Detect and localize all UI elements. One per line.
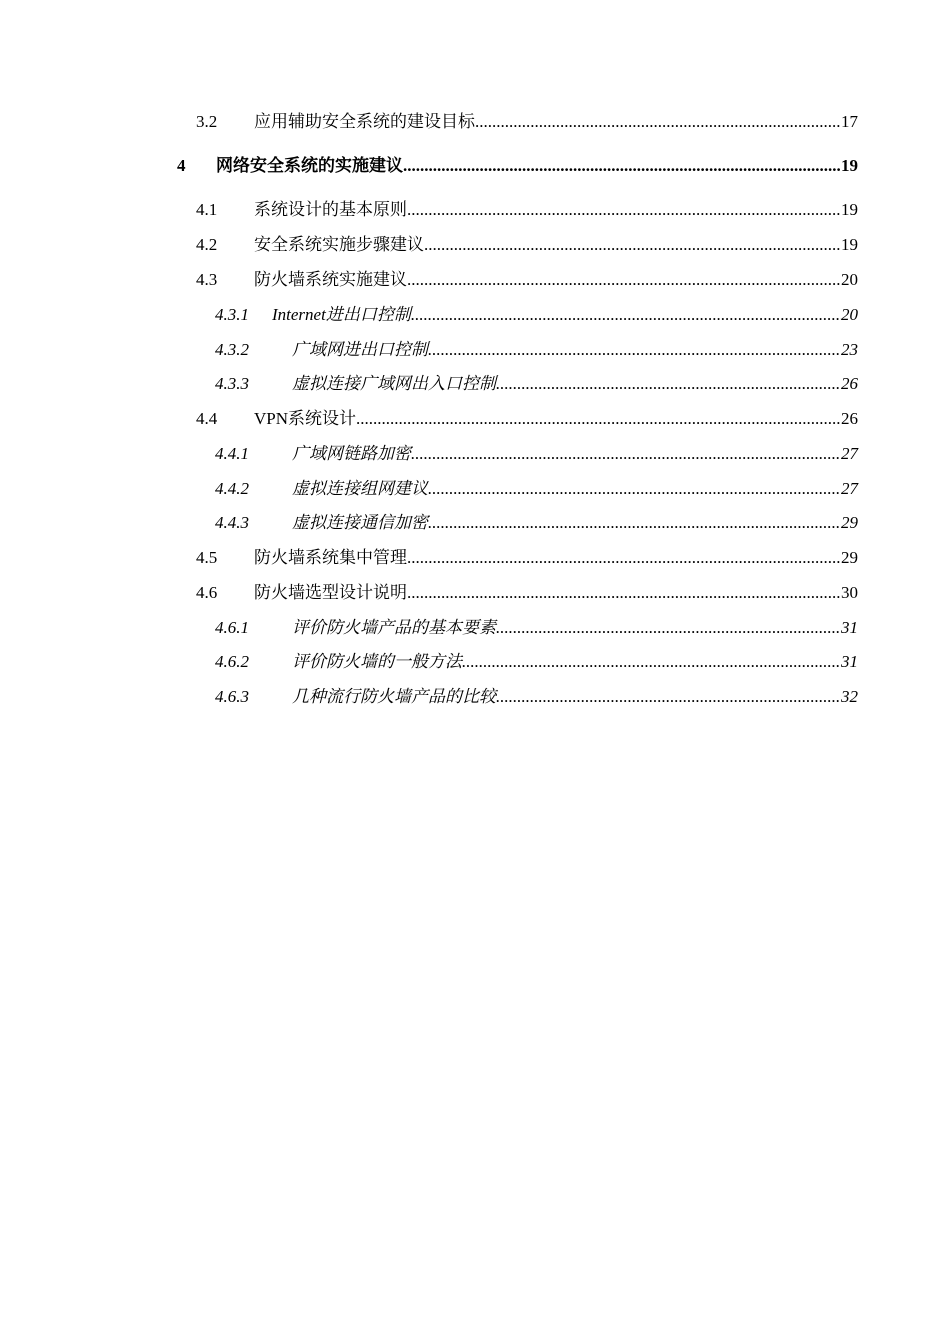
toc-entry-page: 30 bbox=[841, 583, 858, 602]
toc-entry-page: 19 bbox=[841, 156, 858, 175]
toc-entry-4-6-1[interactable] bbox=[215, 616, 858, 640]
toc-entry-page: 20 bbox=[841, 270, 858, 289]
toc-entry-number: 4.4.1 bbox=[215, 444, 249, 463]
toc-entry-number: 4.4 bbox=[196, 409, 218, 428]
toc-leader-dots bbox=[356, 407, 841, 431]
toc-entry-title: VPN系统设计 bbox=[254, 409, 357, 428]
toc-entry-page: 19 bbox=[841, 235, 858, 254]
toc-entry-title: Internet进出口控制 bbox=[272, 305, 411, 324]
toc-entry-page: 23 bbox=[841, 340, 858, 359]
toc-entry-number: 4.3.1 bbox=[215, 305, 249, 324]
toc-entry-title: 防火墙系统集中管理 bbox=[254, 548, 407, 567]
toc-entry-page: 17 bbox=[841, 112, 858, 131]
toc-entry-3-2[interactable] bbox=[196, 110, 858, 134]
toc-entry-4-1[interactable] bbox=[196, 198, 858, 222]
toc-entry-4-4-1[interactable] bbox=[215, 442, 858, 466]
toc-entry-title: 虚拟连接广域网出入口控制 bbox=[292, 374, 496, 393]
toc-entry-title: 安全系统实施步骤建议 bbox=[254, 235, 424, 254]
toc-entry-page: 27 bbox=[841, 444, 858, 463]
toc-leader-dots bbox=[496, 372, 841, 396]
toc-entry-page: 29 bbox=[841, 513, 858, 532]
toc-entry-page: 32 bbox=[841, 687, 858, 706]
toc-leader-dots bbox=[407, 198, 841, 222]
toc-entry-page: 26 bbox=[841, 374, 858, 393]
toc-entry-number: 4.4.2 bbox=[215, 479, 249, 498]
toc-entry-4-4[interactable] bbox=[196, 407, 858, 431]
toc-entry-4-3-3[interactable] bbox=[215, 372, 858, 396]
toc-entry-4-4-3[interactable] bbox=[215, 511, 858, 535]
toc-entry-number: 3.2 bbox=[196, 112, 218, 131]
toc-entry-title: 系统设计的基本原则 bbox=[254, 200, 407, 219]
toc-entry-title: 防火墙系统实施建议 bbox=[254, 270, 407, 289]
toc-leader-dots bbox=[407, 546, 841, 570]
toc-entry-title: 广域网链路加密 bbox=[292, 444, 411, 463]
toc-entry-4-3[interactable] bbox=[196, 268, 858, 292]
toc-entry-page: 27 bbox=[841, 479, 858, 498]
toc-entry-title: 评价防火墙产品的基本要素 bbox=[292, 618, 496, 637]
toc-entry-title: 应用辅助安全系统的建设目标 bbox=[254, 112, 475, 131]
toc-entry-number: 4.6.2 bbox=[215, 652, 249, 671]
toc-entry-number: 4.6 bbox=[196, 583, 218, 602]
toc-entry-title: 网络安全系统的实施建议 bbox=[216, 156, 403, 175]
toc-entry-4-3-1[interactable] bbox=[215, 303, 858, 327]
toc-entry-title: 几种流行防火墙产品的比较 bbox=[292, 687, 496, 706]
toc-leader-dots bbox=[424, 233, 841, 257]
toc-entry-page: 19 bbox=[841, 200, 858, 219]
toc-entry-number: 4.3.2 bbox=[215, 340, 249, 359]
toc-leader-dots bbox=[428, 511, 841, 535]
toc-leader-dots bbox=[496, 685, 841, 709]
toc-leader-dots bbox=[428, 477, 841, 501]
toc-entry-page: 31 bbox=[841, 618, 858, 637]
toc-entry-number: 4.3.3 bbox=[215, 374, 249, 393]
toc-leader-dots bbox=[407, 581, 841, 605]
toc-leader-dots bbox=[496, 616, 841, 640]
toc-entry-title: 评价防火墙的一般方法 bbox=[292, 652, 462, 671]
toc-entry-page: 20 bbox=[841, 305, 858, 324]
toc-entry-page: 31 bbox=[841, 652, 858, 671]
toc-entry-title: 虚拟连接通信加密 bbox=[292, 513, 428, 532]
toc-leader-dots bbox=[411, 303, 841, 327]
toc-entry-number: 4.1 bbox=[196, 200, 218, 219]
toc-entry-title: 广域网进出口控制 bbox=[292, 340, 428, 359]
toc-entry-number: 4.6.3 bbox=[215, 687, 249, 706]
toc-entry-4[interactable] bbox=[177, 154, 858, 178]
toc-entry-number: 4.5 bbox=[196, 548, 218, 567]
toc-leader-dots bbox=[475, 110, 841, 134]
toc-entry-4-3-2[interactable] bbox=[215, 338, 858, 362]
toc-entry-4-6-3[interactable] bbox=[215, 685, 858, 709]
toc-leader-dots bbox=[411, 442, 841, 466]
toc-entry-number: 4.2 bbox=[196, 235, 218, 254]
toc-leader-dots bbox=[407, 268, 841, 292]
toc-entry-title: 防火墙选型设计说明 bbox=[254, 583, 407, 602]
toc-entry-4-6[interactable] bbox=[196, 581, 858, 605]
toc-entry-number: 4.4.3 bbox=[215, 513, 249, 532]
toc-entry-page: 29 bbox=[841, 548, 858, 567]
toc-entry-number: 4 bbox=[177, 156, 186, 175]
toc-entry-4-4-2[interactable] bbox=[215, 477, 858, 501]
toc-entry-number: 4.3 bbox=[196, 270, 218, 289]
toc-entry-4-2[interactable] bbox=[196, 233, 858, 257]
toc-leader-dots bbox=[428, 338, 841, 362]
toc-leader-dots bbox=[462, 650, 841, 674]
toc-leader-dots bbox=[403, 154, 841, 178]
toc-entry-title: 虚拟连接组网建议 bbox=[292, 479, 428, 498]
toc-entry-4-5[interactable] bbox=[196, 546, 858, 570]
toc-entry-4-6-2[interactable] bbox=[215, 650, 858, 674]
toc-entry-page: 26 bbox=[841, 409, 858, 428]
toc-entry-number: 4.6.1 bbox=[215, 618, 249, 637]
